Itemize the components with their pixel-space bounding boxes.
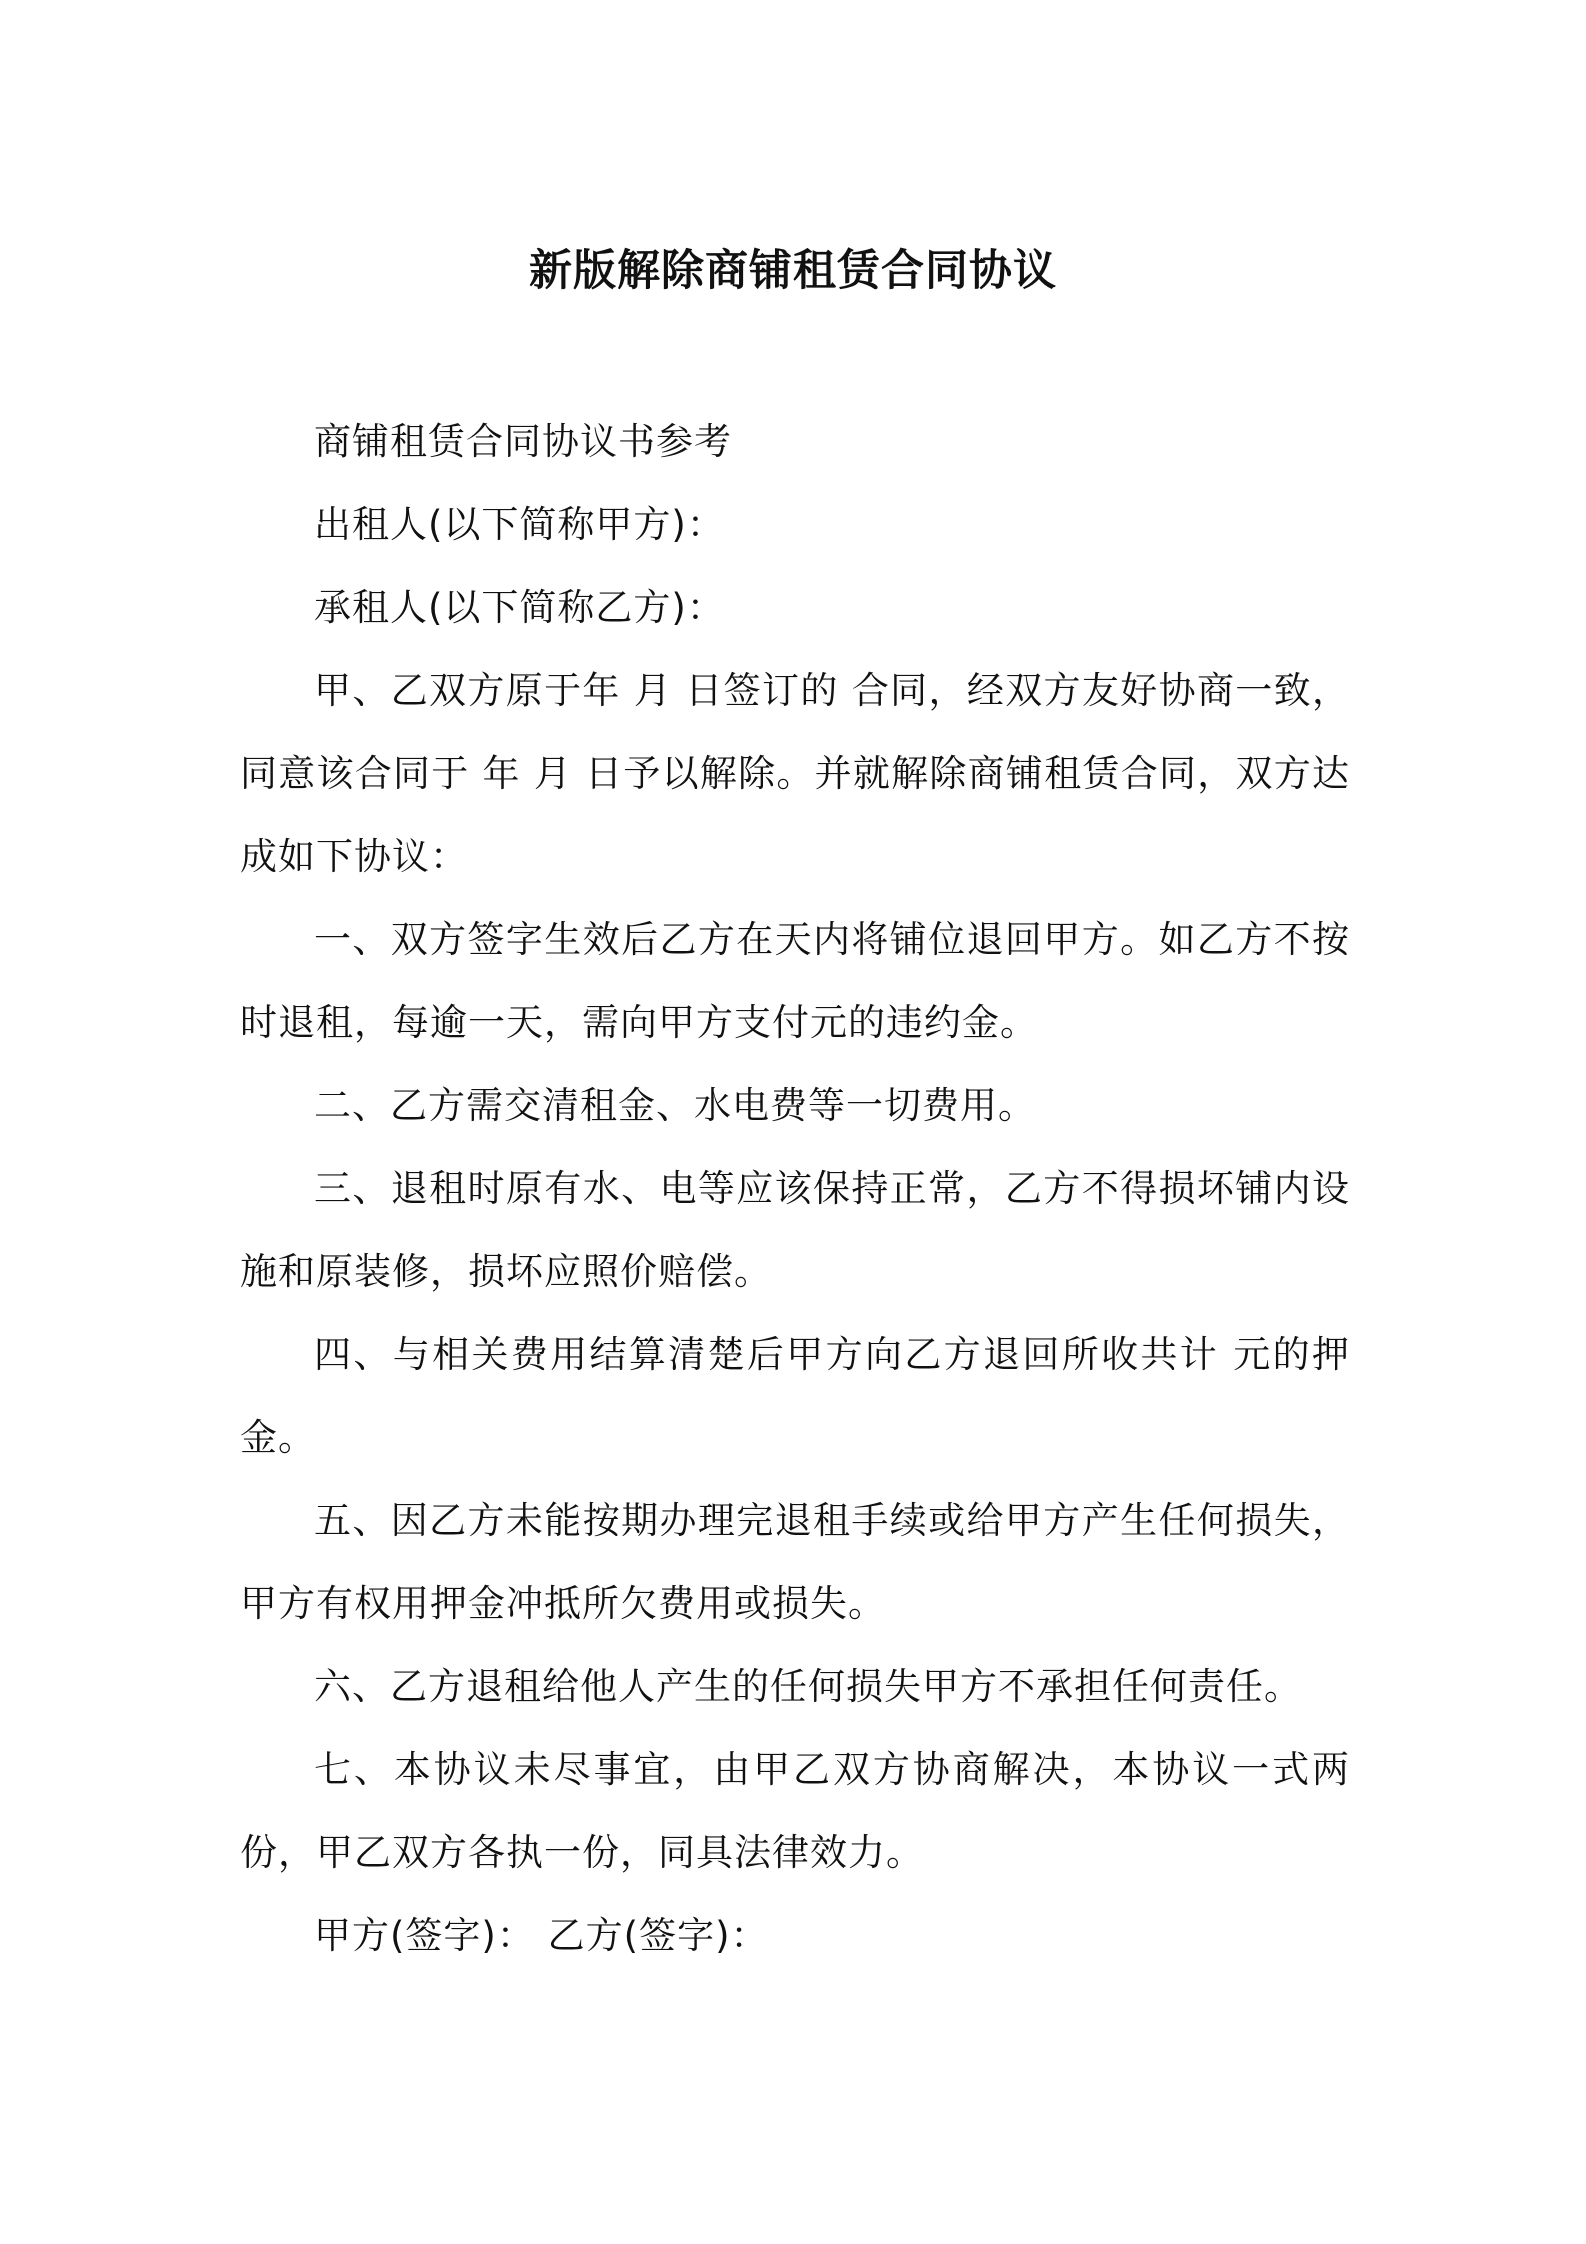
clause-5: 五、因乙方未能按期办理完退租手续或给甲方产生任何损失，甲方有权用押金冲抵所欠费用或损失。	[240, 1499, 1350, 1625]
document-title: 新版解除商铺租赁合同协议	[529, 245, 1057, 296]
lessee-line: 承租人(以下简称乙方)：	[314, 586, 725, 629]
clause-4: 四、与相关费用结算清楚后甲方向乙方退回所收共计 元的押金。	[240, 1333, 1350, 1459]
clause-7: 七、本协议未尽事宜，由甲乙双方协商解决，本协议一式两份，甲乙双方各执一份，同具法律效力。	[240, 1748, 1350, 1874]
clause-1: 一、双方签字生效后乙方在天内将铺位退回甲方。如乙方不按时退租，每逾一天，需向甲方支付元的违约金。	[240, 918, 1350, 1044]
clause-3: 三、退租时原有水、电等应该保持正常，乙方不得损坏铺内设施和原装修，损坏应照价赔偿。	[240, 1167, 1350, 1293]
lessor-line: 出租人(以下简称甲方)：	[314, 503, 725, 546]
document-body	[240, 400, 1350, 1977]
agreement-intro: 甲、乙双方原于年 月 日签订的 合同，经双方友好协商一致，同意该合同于 年 月 日予以解除。并就解除商铺租赁合同，双方达成如下协议：	[240, 669, 1350, 878]
reference-heading: 商铺租赁合同协议书参考	[314, 420, 732, 463]
clause-6: 六、乙方退租给他人产生的任何损失甲方不承担任何责任。	[314, 1665, 1302, 1708]
clause-2: 二、乙方需交清租金、水电费等一切费用。	[314, 1084, 1036, 1127]
signature-line: 甲方(签字)： 乙方(签字)：	[314, 1914, 769, 1957]
